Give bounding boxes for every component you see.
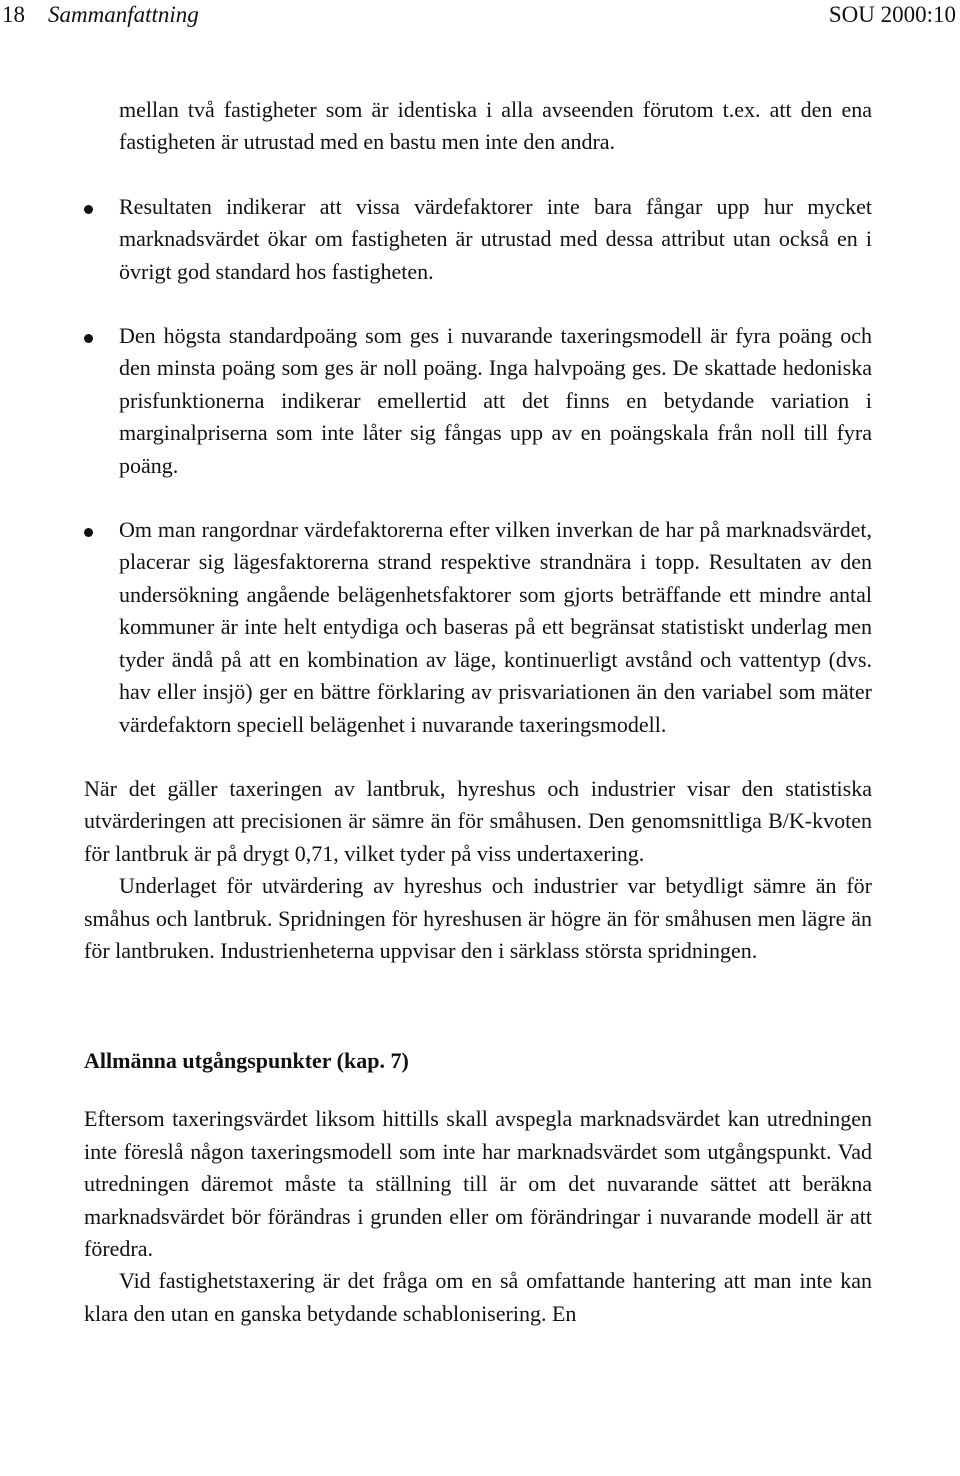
findings-list: [84, 191, 872, 741]
continued-paragraph: mellan två fastigheter som är identiska i alla avseenden förutom t.ex. att den ena fastigheten är utrustad med en bastu men inte den andra.: [119, 97, 872, 155]
list-item-text: Om man rangordnar värdefaktorerna efter vilken inverkan de har på marknadsvärdet, placerar sig lägesfaktorerna strand respektive strandnära i topp. Resultaten av den undersökning angående belägenhetsfaktorer som gjorts beträffande ett mindre antal kommuner är inte helt entydiga och baseras på ett begränsat statistiskt underlag men tyder ändå på att en kombination av läge, kontinuerligt avstånd och vattentyp (dvs. hav eller insjö) ger en bättre förklaring av prisvariationen än den variabel som mäter värdefaktorn speciell belägenhet i nuvarande taxeringsmodell.: [119, 517, 872, 737]
list-item: [84, 191, 872, 288]
bullet-icon: [84, 528, 93, 537]
list-item-text: Resultaten indikerar att vissa värdefaktorer inte bara fångar upp hur mycket marknadsvärdet ökar om fastigheten är utrustad med dessa attribut utan också en i övrigt god standard hos fastigheten.: [119, 193, 872, 284]
body-paragraph: Underlaget för utvärdering av hyreshus och industrier var betydligt sämre än för småhus och lantbruk. Spridningen för hyreshusen är högre än för småhusen men lägre än för lantbruken. Industrienheterna uppvisar den i särklass största spridningen.: [84, 873, 872, 963]
page-body: [84, 94, 872, 1330]
bullet-icon: [84, 334, 93, 343]
bullet-icon: [84, 205, 93, 214]
report-id: SOU 2000:10: [828, 2, 956, 27]
list-item: [84, 514, 872, 741]
body-paragraph: När det gäller taxeringen av lantbruk, hyreshus och industrier visar den statistiska utvärderingen att precisionen är sämre än för småhusen. Den genomsnittliga B/K-kvoten för lantbruk är på drygt 0,71, vilket tyder på viss undertaxering.: [84, 775, 872, 866]
running-title: Sammanfattning: [48, 2, 199, 27]
page-header: [0, 0, 960, 32]
page-number: 18: [2, 2, 25, 27]
body-paragraph: Vid fastighetstaxering är det fråga om en så omfattande hantering att man inte kan klara den utan en ganska betydande schablonisering. En: [84, 1268, 872, 1326]
section-heading: Allmänna utgångspunkter (kap. 7): [84, 1048, 409, 1074]
body-paragraph: Eftersom taxeringsvärdet liksom hittills skall avspegla marknadsvärdet kan utredningen inte föreslå någon taxeringsmodell som inte har marknadsvärdet som utgångspunkt. Vad utredningen däremot måste ta ställning till är om det nuvarande sättet att beräkna marknadsvärdet bör förändras i grunden eller om förändringar i nuvarande modell är att föredra.: [84, 1106, 872, 1261]
list-item-text: Den högsta standardpoäng som ges i nuvarande taxeringsmodell är fyra poäng och den minsta poäng som ges är noll poäng. Inga halvpoäng ges. De skattade hedoniska prisfunktionerna indikerar emellertid att det finns en betydande variation i marginalpriserna som inte låter sig fångas upp av en poängskala från noll till fyra poäng.: [119, 323, 872, 478]
list-item: [84, 320, 872, 482]
